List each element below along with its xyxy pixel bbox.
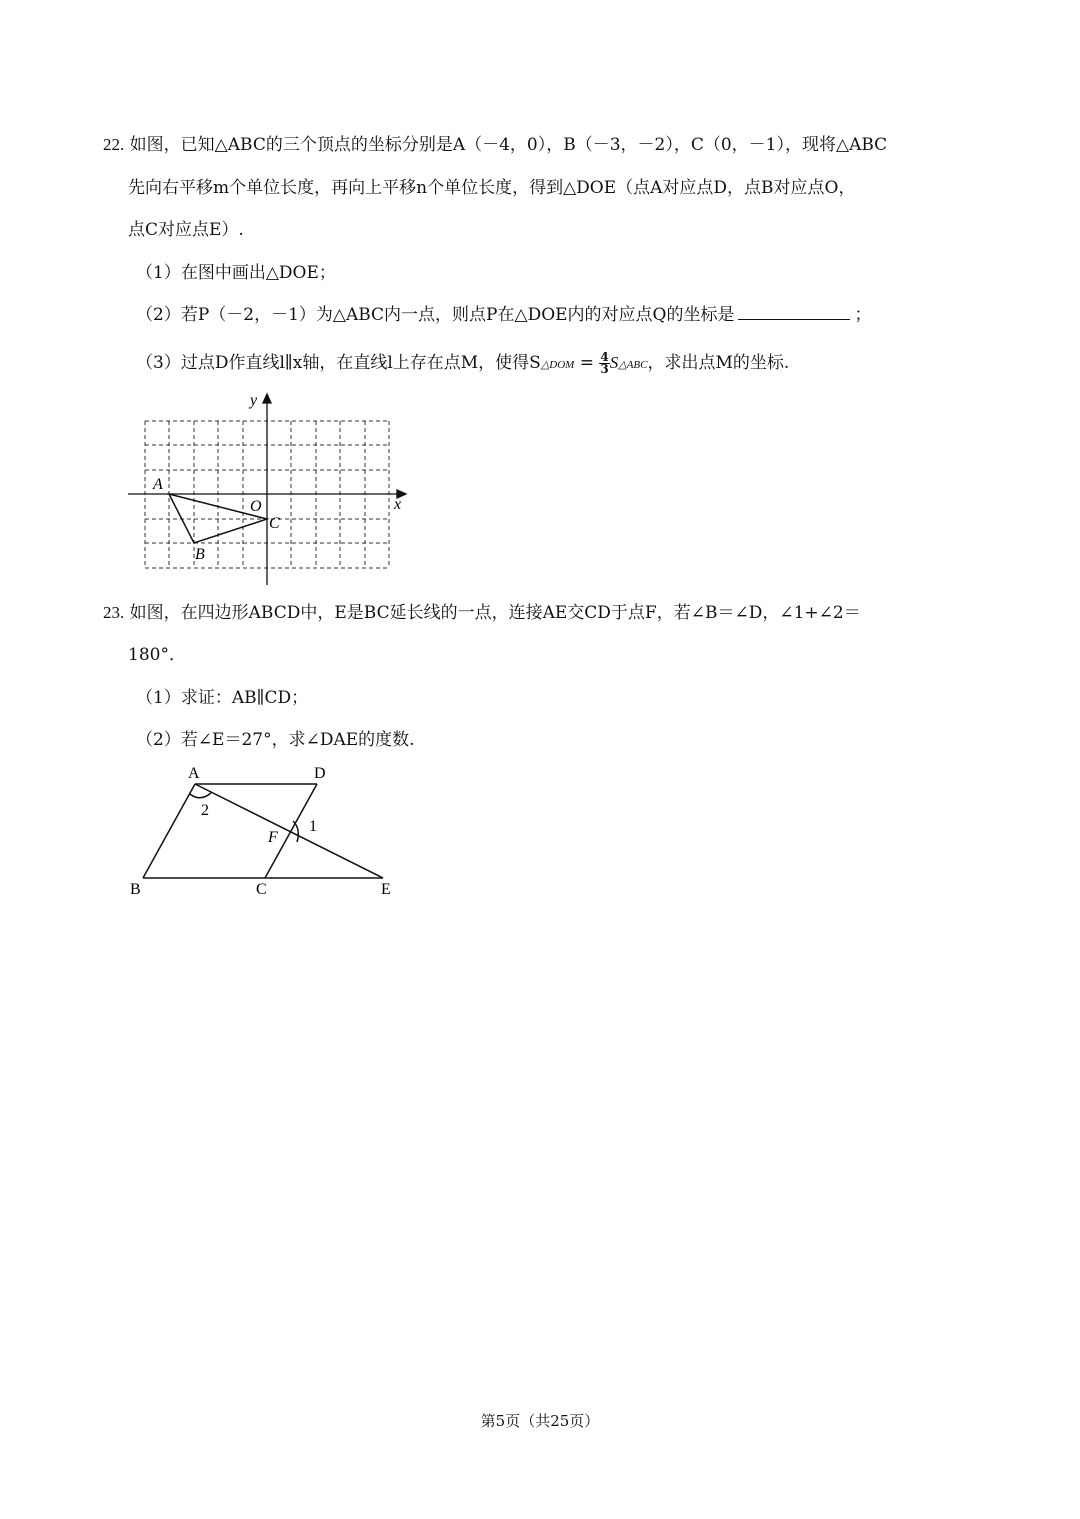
q23-text-line1: 如图，在四边形ABCD中，E是BC延长线的一点，连接AE交CD于点F，若∠B＝∠D，∠1+∠2＝ (129, 603, 861, 623)
q22-part1: （1）在图中画出△DOE； (136, 263, 336, 283)
angle-1-label: 1 (309, 818, 317, 835)
q22-part3-s: S (609, 353, 619, 372)
q22-part2-suffix: ； (854, 305, 872, 325)
origin-label: O (250, 498, 262, 515)
fraction-denominator: 3 (600, 362, 609, 376)
point-b-label: B (195, 546, 205, 563)
q22-part3-sub2: △ABC (618, 359, 648, 371)
axes (128, 394, 406, 585)
point-c-label: C (269, 515, 280, 532)
q22-coordinate-figure (120, 388, 420, 593)
x-axis-label: x (394, 496, 402, 513)
angle-2-label: 2 (201, 802, 209, 819)
q23-geometry-figure (120, 760, 410, 905)
q22-part3-sub1: △DOM (540, 359, 575, 371)
q22-part3-text: （3）过点D作直线l∥x轴，在直线l上存在点M，使得S (136, 353, 541, 373)
label-c: C (256, 881, 267, 898)
q23-line2: 180°． (128, 645, 186, 665)
q23-part1: （1）求证：AB∥CD； (136, 688, 309, 708)
q23-number: 23. (103, 603, 125, 622)
q23-line1 (103, 602, 861, 624)
q22-number: 22. (103, 135, 125, 154)
answer-blank (738, 305, 850, 320)
q22-text-line1: 如图，已知△ABC的三个顶点的坐标分别是A（－4，0），B（－3，－2），C（0，－1），现将△ABC (129, 135, 888, 155)
label-a: A (188, 765, 200, 782)
fraction-numerator: 4 (600, 350, 609, 364)
q22-part3-suffix: ，求出点M的坐标. (647, 353, 790, 373)
fraction (599, 352, 609, 375)
q22-line2: 先向右平移m个单位长度，再向上平移n个单位长度，得到△DOE（点A对应点D，点B对应点O， (128, 178, 856, 198)
q23-part2: （2）若∠E＝27°，求∠DAE的度数. (136, 730, 415, 750)
label-d: D (314, 765, 326, 782)
q22-part3 (136, 352, 789, 376)
label-f: F (268, 829, 278, 846)
q22-part2 (136, 304, 871, 326)
page-footer: 第5页（共25页） (480, 1412, 600, 1430)
y-axis-label: y (250, 392, 258, 409)
q22-line3: 点C对应点E）. (128, 220, 244, 240)
q22-part3-eq: = (579, 353, 594, 373)
q22-line1 (103, 134, 887, 156)
q22-part2-text: （2）若P（－2，－1）为△ABC内一点，则点P在△DOE内的对应点Q的坐标是 (136, 305, 735, 325)
label-b: B (130, 881, 141, 898)
label-e: E (381, 881, 391, 898)
point-a-label: A (153, 476, 163, 493)
figure-lines (143, 784, 383, 878)
